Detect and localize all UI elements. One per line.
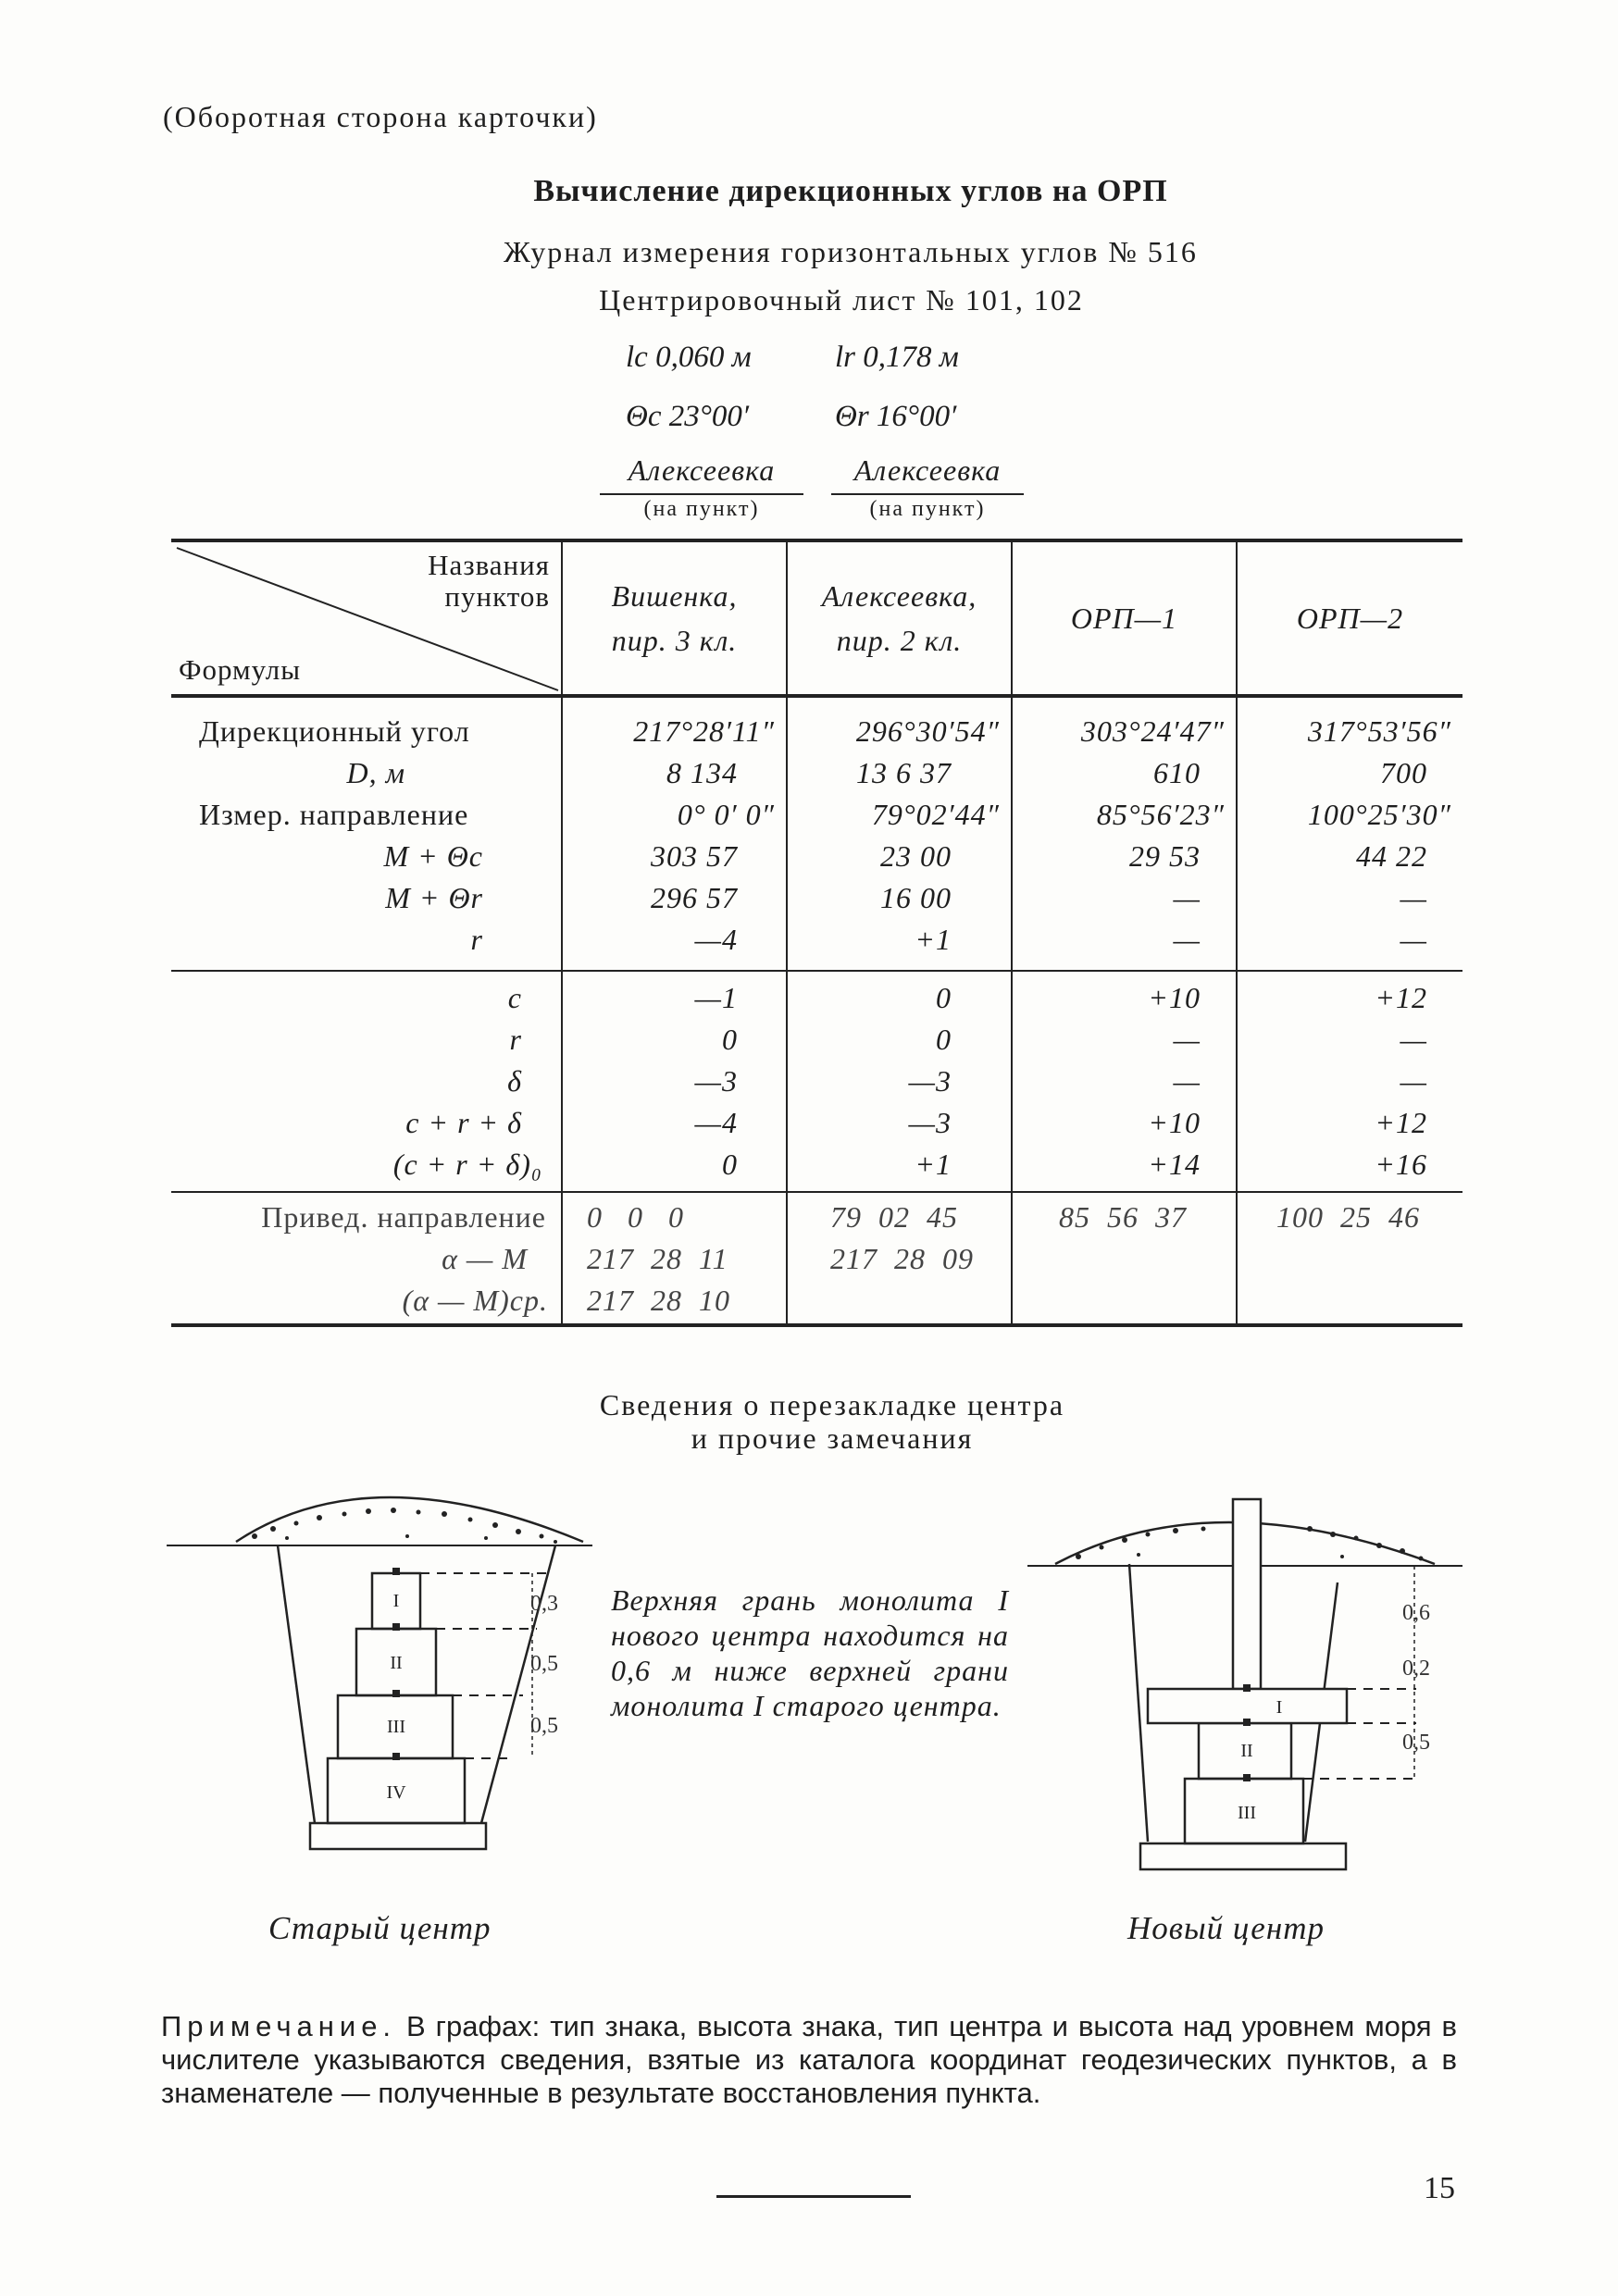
dimension-label: 0,3 <box>530 1592 558 1616</box>
row-label: M + Θc <box>383 839 483 873</box>
col-vishenka: 0 0 0 217 28 11 217 28 10 <box>562 1192 787 1325</box>
station-name: Алексеевка <box>853 453 1002 487</box>
dimension-label: 0,5 <box>530 1714 558 1738</box>
footnote <box>161 2010 1457 2110</box>
col-orp-2: +12 — — +12 +16 <box>1237 971 1462 1192</box>
col-orp-1: 303°24′47″ 610 85°56′23″ 29 53 — — <box>1012 696 1237 971</box>
centering-sheet-line: Центрировочный лист № 101, 102 <box>599 283 1084 316</box>
col-alekseevka: 296°30′54″ 13 6 37 79°02′44″ 23 00 16 00 +1 <box>787 696 1012 971</box>
new-center-caption: Новый центр <box>1127 1910 1325 1946</box>
col-orp-1: +10 — — +10 +14 <box>1012 971 1237 1192</box>
footnote-text: В графах: тип знака, высота знака, тип центра и высота над уровнем моря в числителе указываются сведения, взятые из каталога координат геодезических пунктов, а в знаменателе — полученные в результате восстановления пункта. <box>161 2010 1457 2109</box>
block-label: III <box>1238 1803 1256 1823</box>
table-group-1 <box>171 696 1462 971</box>
row-label: (c + r + δ)₀ <box>392 1148 542 1181</box>
row-label: c + r + δ <box>405 1106 522 1139</box>
col-orp-1: 85 56 37 <box>1012 1192 1237 1325</box>
block-label: II <box>1240 1741 1253 1761</box>
corner-top-label: Названия пунктов <box>428 549 550 613</box>
col-alekseevka: 0 0 —3 —3 +1 <box>787 971 1012 1192</box>
table-group-3 <box>171 1192 1462 1325</box>
card-side-label: (Оборотная сторона карточки) <box>163 100 598 133</box>
col-vishenka: —1 0 —3 —4 0 <box>562 971 787 1192</box>
col-vishenka: 217°28′11″ 8 134 0° 0′ 0″ 303 57 296 57 —4 <box>562 696 787 971</box>
station-note: (на пункт) <box>831 493 1024 522</box>
station-left <box>600 453 803 522</box>
old-center-caption: Старый центр <box>268 1910 492 1946</box>
dimension-label: 0,2 <box>1402 1657 1430 1681</box>
row-label: δ <box>507 1064 522 1098</box>
table-group-2 <box>171 971 1462 1192</box>
direction-angles-table <box>171 539 1462 1327</box>
block-label: I <box>392 1591 400 1611</box>
row-label: Дирекционный угол <box>199 714 470 748</box>
block-label: II <box>390 1653 403 1673</box>
column-header: ОРП—2 <box>1237 540 1462 696</box>
station-name: Алексеевка <box>628 453 776 487</box>
soil-dots <box>252 1508 557 1544</box>
row-label: c <box>507 981 522 1014</box>
param-lr: lr 0,178 м <box>835 341 959 374</box>
bottom-rule <box>716 2195 911 2198</box>
footnote-lead: Примечание. <box>161 2010 397 2042</box>
row-label: (α — M)ср. <box>402 1284 548 1317</box>
table-header-row <box>171 540 1462 696</box>
page-number: 15 <box>1424 2171 1455 2205</box>
dimension-label: 0,5 <box>530 1652 558 1676</box>
dimension-label: 0,5 <box>1402 1731 1430 1755</box>
station-note: (на пункт) <box>600 493 803 522</box>
row-label: r <box>470 923 483 956</box>
row-label: r <box>509 1023 522 1056</box>
row-label: Измер. направление <box>199 798 469 831</box>
column-header: Алексеевка, пир. 2 кл. <box>787 540 1012 696</box>
group-3-labels <box>171 1192 562 1325</box>
col-orp-2: 100 25 46 <box>1237 1192 1462 1325</box>
dimension-label: 0,6 <box>1402 1601 1430 1625</box>
journal-line: Журнал измерения горизонтальных углов № 516 <box>504 235 1198 268</box>
column-header: ОРП—1 <box>1012 540 1237 696</box>
row-label: D, м <box>346 756 405 789</box>
param-lc: lc 0,060 м <box>626 341 752 374</box>
corner-cell <box>171 540 562 696</box>
page-title: Вычисление дирекционных углов на ОРП <box>533 174 1168 208</box>
row-label: Привед. направление <box>261 1200 546 1234</box>
group-2-labels <box>171 971 562 1192</box>
col-orp-2: 317°53′56″ 700 100°25′30″ 44 22 — — <box>1237 696 1462 971</box>
column-header: Вишенка, пир. 3 кл. <box>562 540 787 696</box>
block-label: III <box>387 1717 405 1737</box>
new-center-diagram <box>1027 1481 1472 1879</box>
corner-bottom-label: Формулы <box>179 653 302 686</box>
param-theta-c: Θc 23°00′ <box>626 400 750 433</box>
col-alekseevka: 79 02 45 217 28 09 <box>787 1192 1012 1325</box>
row-label: α — M <box>442 1242 528 1275</box>
relaying-note: Верхняя грань монолита I нового центра находится на 0,6 м ниже верхней грани монолита I старого центра. <box>611 1583 1009 1722</box>
notes-heading: Сведения о перезакладке центра и прочие замечания <box>599 1388 1065 1455</box>
row-label: M + Θr <box>385 881 483 914</box>
group-1-labels <box>171 696 562 971</box>
block-label: I <box>1276 1697 1283 1718</box>
param-theta-r: Θr 16°00′ <box>835 400 957 433</box>
station-right <box>831 453 1024 522</box>
old-center-diagram <box>167 1481 620 1860</box>
block-label: IV <box>386 1782 406 1803</box>
